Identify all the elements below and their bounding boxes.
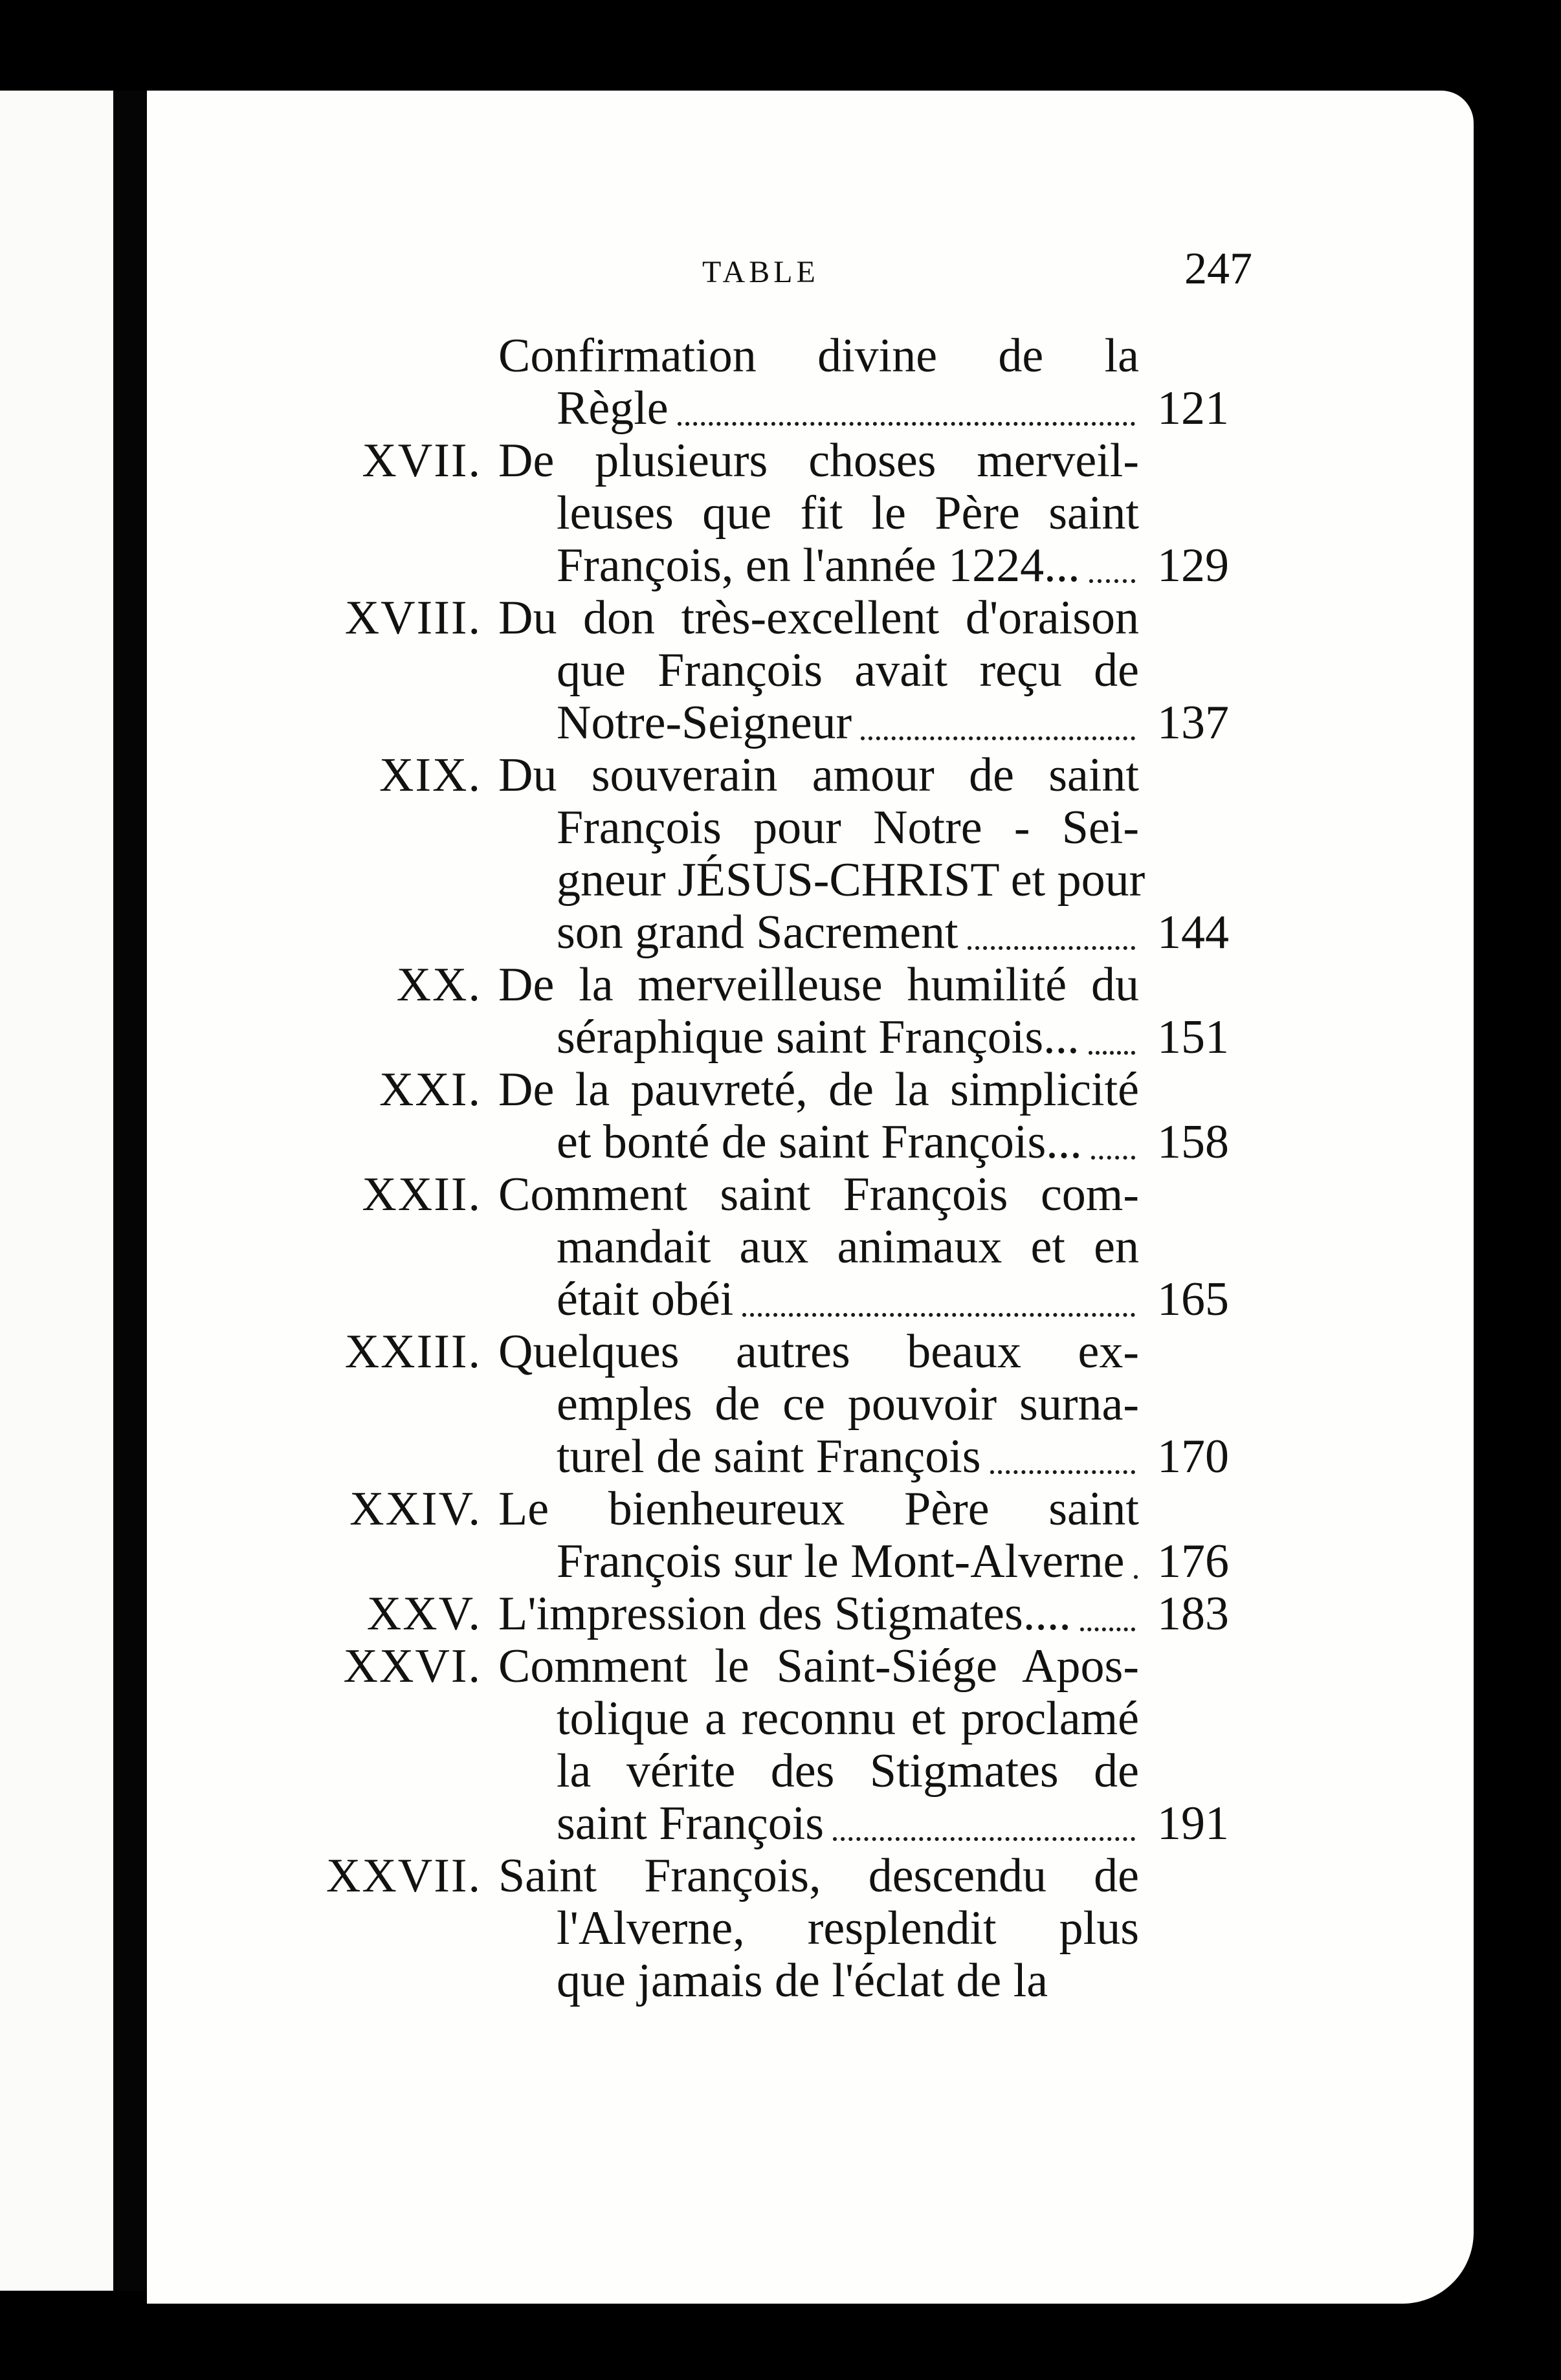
chapter-title-line: [557, 1273, 1139, 1326]
chapter-title-text: L'impression des Stigmates....: [498, 1588, 1071, 1640]
toc-entry: [0, 959, 1561, 1064]
chapter-numeral: XXV.: [366, 1587, 482, 1640]
chapter-title-line: [557, 1378, 1139, 1431]
toc-entry: [0, 1850, 1561, 2007]
dot-leader: [678, 417, 1135, 426]
chapter-title-text: De la pauvreté, de la simplicité: [498, 1063, 1139, 1116]
toc-entry: [0, 435, 1561, 592]
toc-entry: [0, 1588, 1561, 1640]
chapter-title-text: saint François: [557, 1798, 825, 1850]
chapter-title-line: [557, 1955, 1139, 2007]
chapter-title-text: François sur le Mont-Alverne: [557, 1536, 1125, 1588]
chapter-title-text: Règle: [557, 382, 669, 435]
chapter-numeral: XVII.: [362, 434, 482, 487]
chapter-title-line: [557, 645, 1139, 697]
chapter-title-text: et bonté de saint François...: [557, 1116, 1082, 1169]
page-reference: 151: [1157, 1011, 1229, 1064]
chapter-title-text: que François avait reçu de: [557, 644, 1139, 697]
chapter-title-text: la vérite des Stigmates de: [557, 1745, 1139, 1798]
table-of-contents: [0, 330, 1561, 2007]
chapter-title-text: leuses que fit le Père saint: [557, 487, 1139, 540]
chapter-title-line: [498, 592, 1139, 645]
chapter-title-text: Notre-Seigneur: [557, 697, 852, 749]
dot-leader: [1134, 1570, 1135, 1579]
chapter-title-text: Quelques autres beaux ex-: [498, 1325, 1139, 1378]
chapter-title-line: [498, 1483, 1139, 1536]
chapter-title-text: turel de saint François: [557, 1431, 981, 1483]
toc-entry: [0, 1326, 1561, 1483]
toc-entry: [0, 1169, 1561, 1326]
chapter-numeral: XXIV.: [349, 1482, 482, 1536]
dot-leader: [968, 941, 1135, 950]
chapter-title-text: séraphique saint François...: [557, 1011, 1079, 1064]
page-reference: 176: [1157, 1535, 1229, 1588]
chapter-title-line: [498, 1169, 1139, 1221]
chapter-title-line: [557, 1693, 1139, 1745]
chapter-title-text: que jamais de l'éclat de la: [557, 1955, 1048, 2007]
chapter-title-line: [557, 1745, 1139, 1798]
chapter-title-text: l'Alverne, resplendit plus: [557, 1902, 1139, 1955]
dot-leader: [833, 1832, 1135, 1841]
toc-entry: [0, 1064, 1561, 1169]
chapter-title-line: [557, 1798, 1139, 1850]
toc-entry: [0, 1483, 1561, 1588]
chapter-title-text: Du don très-excellent d'oraison: [498, 591, 1139, 645]
toc-entry: [0, 749, 1561, 959]
dot-leader: [1089, 1046, 1135, 1055]
toc-entry: [0, 592, 1561, 749]
chapter-title-line: [557, 1902, 1139, 1955]
chapter-title-line: [557, 487, 1139, 540]
chapter-numeral: XXIII.: [344, 1325, 482, 1378]
chapter-numeral: XVIII.: [344, 591, 482, 645]
page-reference: 129: [1157, 539, 1229, 592]
chapter-title-text: était obéi: [557, 1273, 734, 1326]
dot-leader: [1089, 574, 1135, 583]
dot-leader: [861, 731, 1135, 740]
chapter-numeral: XXII.: [362, 1168, 482, 1221]
chapter-numeral: XXVII.: [326, 1849, 482, 1902]
chapter-title-text: Le bienheureux Père saint: [498, 1482, 1139, 1536]
chapter-title-line: [498, 330, 1139, 382]
chapter-title-line: [498, 1850, 1139, 1902]
chapter-title-line: [557, 802, 1139, 854]
page-reference: 191: [1157, 1797, 1229, 1850]
dot-leader: [990, 1465, 1135, 1474]
chapter-title-line: [557, 540, 1139, 592]
page-reference: 158: [1157, 1116, 1229, 1169]
dot-leader: [1080, 1622, 1135, 1631]
dot-leader: [1091, 1151, 1135, 1160]
chapter-numeral: XX.: [396, 958, 482, 1011]
chapter-numeral: XXI.: [379, 1063, 482, 1116]
toc-entry: [0, 1640, 1561, 1850]
dot-leader: [742, 1308, 1135, 1317]
chapter-title-line: [557, 1536, 1139, 1588]
chapter-title-text: Comment le Saint-Siége Apos-: [498, 1640, 1139, 1693]
chapter-title-text: Confirmation divine de la: [498, 329, 1139, 382]
running-head: TABLE: [702, 255, 819, 289]
page-reference: 121: [1157, 382, 1229, 435]
chapter-title-line: [557, 854, 1146, 907]
chapter-title-line: [557, 697, 1139, 749]
chapter-title-line: [557, 1431, 1139, 1483]
chapter-title-text: Comment saint François com-: [498, 1168, 1139, 1221]
chapter-title-text: François, en l'année 1224...: [557, 540, 1080, 592]
chapter-title-line: [557, 1221, 1139, 1273]
chapter-title-line: [557, 382, 1139, 435]
chapter-title-text: De plusieurs choses merveil-: [498, 434, 1139, 487]
chapter-title-text: son grand Sacrement: [557, 907, 958, 959]
page-reference: 137: [1157, 696, 1229, 749]
chapter-title-line: [557, 1116, 1139, 1169]
page-number: 247: [1184, 244, 1252, 294]
chapter-title-text: De la merveilleuse humilité du: [498, 958, 1139, 1011]
chapter-title-text: emples de ce pouvoir surna-: [557, 1378, 1139, 1431]
chapter-title-line: [498, 1640, 1139, 1693]
chapter-numeral: XIX.: [379, 749, 482, 802]
toc-entry: [0, 330, 1561, 435]
chapter-title-line: [498, 435, 1139, 487]
chapter-title-line: [498, 1326, 1139, 1378]
page-reference: 183: [1157, 1587, 1229, 1640]
chapter-title-line: [498, 749, 1139, 802]
chapter-title-line: [498, 1588, 1139, 1640]
chapter-title-text: mandait aux animaux et en: [557, 1220, 1139, 1273]
chapter-title-line: [557, 907, 1139, 959]
chapter-title-text: gneur JÉSUS-CHRIST et pour: [557, 854, 1146, 907]
page-reference: 165: [1157, 1273, 1229, 1326]
chapter-title-text: Du souverain amour de saint: [498, 749, 1139, 802]
chapter-title-line: [557, 1011, 1139, 1064]
chapter-title-line: [498, 959, 1139, 1011]
chapter-title-line: [498, 1064, 1139, 1116]
chapter-title-text: François pour Notre - Sei-: [557, 801, 1139, 854]
chapter-title-text: tolique a reconnu et proclamé: [557, 1692, 1139, 1745]
chapter-numeral: XXVI.: [343, 1640, 482, 1693]
page-reference: 170: [1157, 1430, 1229, 1483]
page-reference: 144: [1157, 906, 1229, 959]
chapter-title-text: Saint François, descendu de: [498, 1849, 1139, 1902]
